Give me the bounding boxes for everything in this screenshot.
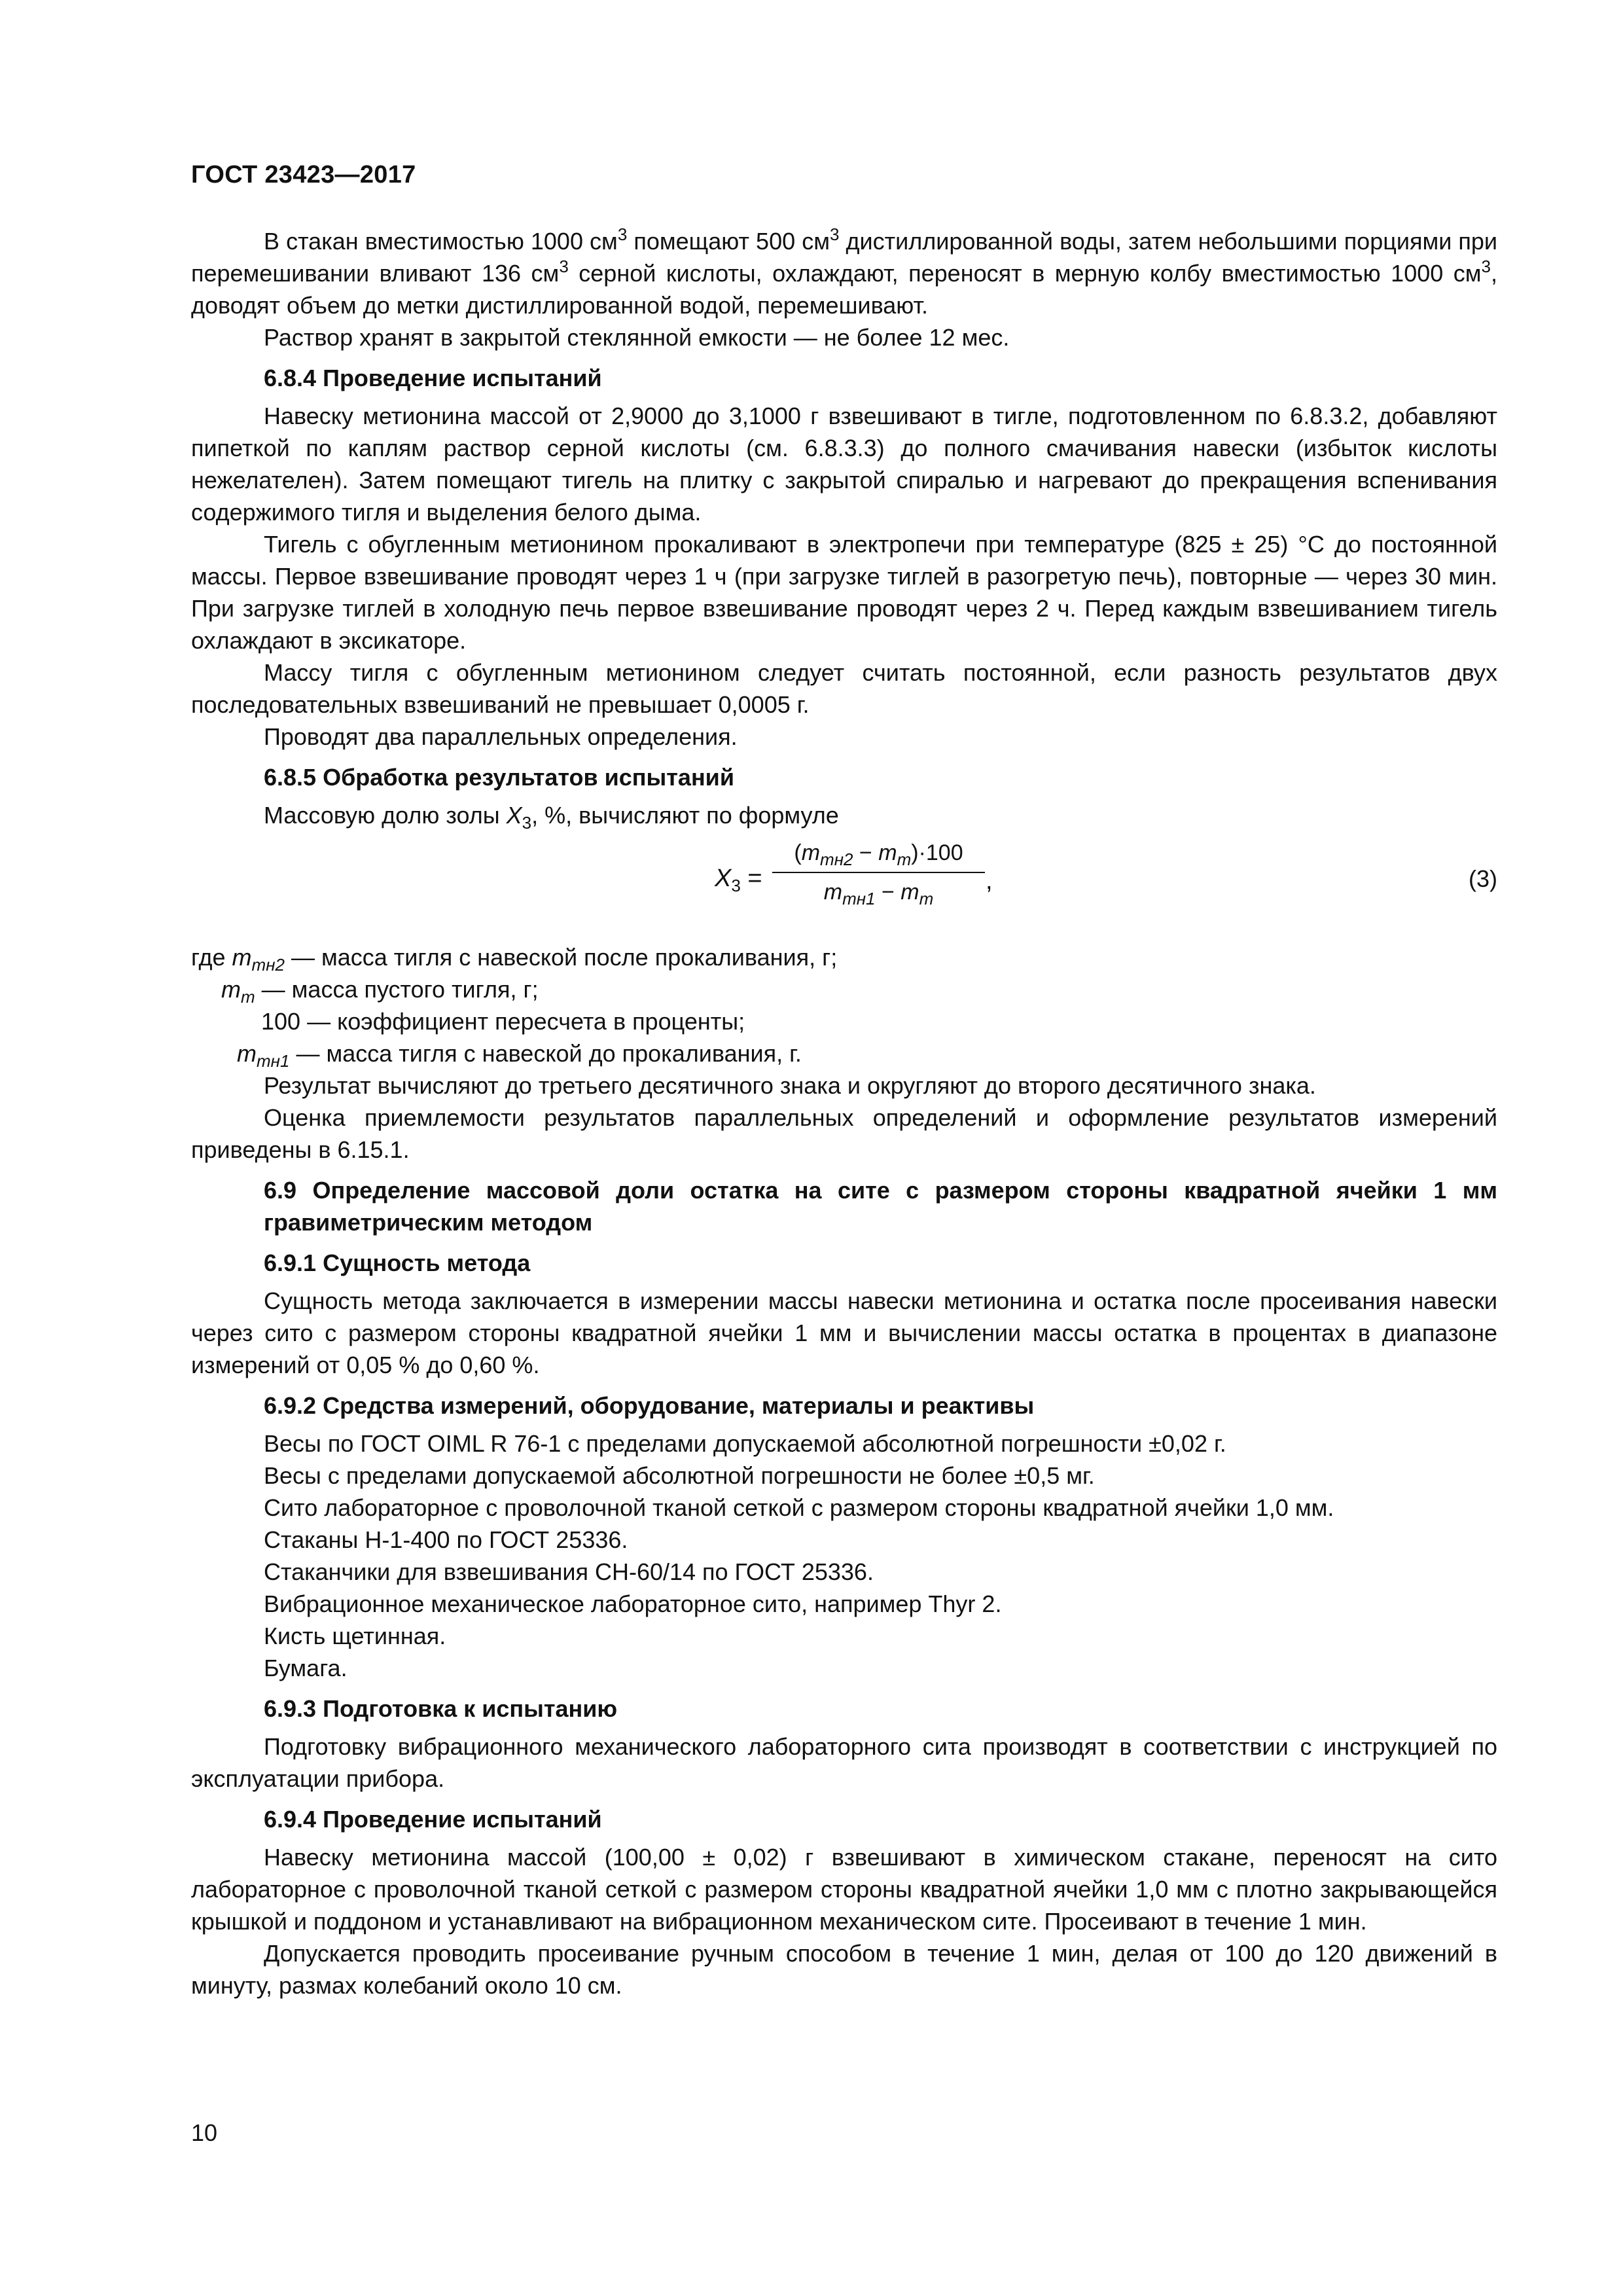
- paragraph-calcination: Тигель с обугленным метионином прокаливают в электропечи при температуре (825 ± 25) °С до постоянной массы. Первое взвешивание проводят через 1 ч (при загрузке тиглей в разогретую печь), повторные — через 30 мин. При загрузке тиглей в холодную печь первое взвешивание проводят через 2 ч. Перед каждым взвешиванием тигель охлаждают в эксикаторе.: [191, 531, 1497, 654]
- text-span: дистиллированной воды, затем небольшими порциями при перемешивании вливают 136 см: [191, 228, 1498, 287]
- list-item: Бумага.: [264, 1655, 348, 1681]
- formula-fraction: [772, 836, 985, 908]
- paragraph-parallel: Проводят два параллельных определения.: [264, 723, 738, 750]
- where-line-1: [191, 941, 1497, 973]
- formula-number: (3): [1469, 865, 1497, 892]
- variable-x: X: [715, 865, 732, 892]
- where-description: — коэффициент пересчета в проценты;: [300, 1008, 745, 1035]
- text-span: (: [794, 840, 802, 865]
- subscript: 3: [731, 876, 741, 895]
- where-line-2: [191, 973, 1497, 1005]
- paragraph-storage: Раствор хранят в закрытой стеклянной емкости — не более 12 мес.: [264, 324, 1010, 351]
- list-item: Кисть щетинная.: [264, 1623, 446, 1649]
- subscript: mн2: [251, 955, 285, 975]
- where-symbol: m: [232, 944, 252, 971]
- subscript: mн1: [257, 1051, 290, 1071]
- superscript: 3: [617, 224, 628, 244]
- formula-numerator: [772, 836, 985, 873]
- subscript: m: [897, 850, 912, 869]
- subscript: 3: [522, 813, 532, 833]
- section-heading-6-8-5: 6.8.5 Обработка результатов испытаний: [264, 764, 734, 791]
- superscript: 3: [829, 224, 840, 244]
- formula-denominator: [772, 876, 985, 908]
- minus-sign: −: [853, 840, 879, 865]
- paragraph-manual-sieving: Допускается проводить просеивание ручным способом в течение 1 мин, делая от 100 до 120 движений в минуту, размах колебаний около 10 см.: [191, 1940, 1497, 1999]
- where-line-4: [191, 1037, 1497, 1069]
- paragraph-acceptability: Оценка приемлемости результатов параллельных определений и оформление результатов измерений приведены в 6.15.1.: [191, 1104, 1497, 1163]
- variable-m: m: [901, 880, 919, 905]
- text-span: , %, вычисляют по формуле: [531, 802, 839, 829]
- section-heading-6-9: 6.9 Определение массовой доли остатка на сите с размером стороны квадратной ячейки 1 мм гравиметрическим методом: [264, 1177, 1497, 1236]
- text-span: серной кислоты, охлаждают, переносят в мерную колбу вместимостью 1000 см: [568, 260, 1482, 287]
- list-item: Сито лабораторное с проволочной тканой сеткой с размером стороны квадратной ячейки 1,0 мм.: [264, 1494, 1334, 1521]
- subscript: mн1: [842, 889, 876, 908]
- equals-sign: =: [740, 865, 762, 892]
- list-item: Весы с пределами допускаемой абсолютной погрешности не более ±0,5 мг.: [264, 1462, 1095, 1489]
- superscript: 3: [559, 257, 569, 276]
- variable-m: m: [823, 880, 843, 905]
- text-span: В стакан вместимостью 1000 см: [264, 228, 618, 255]
- subscript: mн2: [820, 850, 853, 869]
- paragraph-constant-mass: Массу тигля с обугленным метионином следует считать постоянной, если разность результатов двух последовательных взвешиваний не превышает 0,0005 г.: [191, 659, 1497, 718]
- text-span: , доводят объем до метки дистиллированной водой, перемешивают.: [191, 260, 1497, 319]
- subscript: m: [241, 987, 255, 1007]
- paragraph-sieving: Навеску метионина массой (100,00 ± 0,02) г взвешивают в химическом стакане, переносят на сито лабораторное с проволочной тканой сеткой с размером стороны квадратной ячейки 1,0 мм с плотно закрывающейся крышкой и поддоном и устанавливают на вибрационном механическом сите. Просеивают в течение 1 мин.: [191, 1844, 1497, 1935]
- list-item: Весы по ГОСТ OIML R 76-1 с пределами допускаемой абсолютной погрешности ±0,02 г.: [264, 1430, 1226, 1457]
- where-symbol: 100: [261, 1008, 301, 1035]
- where-symbol: m: [237, 1040, 257, 1067]
- where-description: — масса тигля с навеской до прокаливания, г.: [289, 1040, 802, 1067]
- page-number: 10: [191, 2119, 218, 2146]
- section-heading-6-9-2: 6.9.2 Средства измерений, оборудование, материалы и реактивы: [264, 1392, 1035, 1419]
- paragraph-method-essence: Сущность метода заключается в измерении массы навески метионина и остатка после просеивания навески через сито с размером стороны квадратной ячейки 1 мм и вычислении массы остатка в процентах в диапазоне измерений от 0,05 % до 0,60 %.: [191, 1287, 1497, 1378]
- where-line-3: [191, 1005, 1497, 1037]
- formula-3: [191, 836, 1497, 935]
- text-span: помещают 500 см: [627, 228, 830, 255]
- document-header: ГОСТ 23423—2017: [191, 161, 416, 188]
- superscript: 3: [1481, 257, 1491, 276]
- section-heading-6-9-3: 6.9.3 Подготовка к испытанию: [264, 1695, 618, 1722]
- paragraph-solution-prep: [191, 225, 1497, 321]
- paragraph-sample-weigh: Навеску метионина массой от 2,9000 до 3,1000 г взвешивают в тигле, подготовленном по 6.8.3.2, добавляют пипеткой по каплям раствор серной кислоты (см. 6.8.3.3) до полного смачивания навески (избыток кислоты нежелателен). Затем помещают тигель на плитку с закрытой спиралью и нагревают до прекращения вспенивания содержимого тигля и выделения белого дыма.: [191, 403, 1497, 526]
- list-item: Вибрационное механическое лабораторное сито, например Thyr 2.: [264, 1590, 1002, 1617]
- where-description: — масса пустого тигля, г;: [255, 976, 539, 1003]
- paragraph-formula-intro: [191, 799, 1497, 831]
- minus-sign: −: [875, 880, 901, 905]
- where-lead: где: [191, 944, 232, 971]
- variable-x: X: [506, 802, 522, 829]
- list-item: Стаканы Н-1-400 по ГОСТ 25336.: [264, 1526, 628, 1553]
- paragraph-rounding: Результат вычисляют до третьего десятичного знака и округляют до второго десятичного знака.: [264, 1072, 1316, 1099]
- text-span: )·100: [911, 840, 963, 865]
- variable-m: m: [801, 840, 821, 865]
- page-content: [191, 225, 1497, 2001]
- section-heading-6-8-4: 6.8.4 Проведение испытаний: [264, 365, 602, 391]
- list-item: Стаканчики для взвешивания СН-60/14 по ГОСТ 25336.: [264, 1558, 874, 1585]
- formula-lhs: [715, 863, 762, 895]
- formula-comma: ,: [986, 867, 993, 895]
- variable-m: m: [878, 840, 897, 865]
- subscript: m: [919, 889, 934, 908]
- paragraph-sieve-prep: Подготовку вибрационного механического лабораторного сита производят в соответствии с инструкцией по эксплуатации прибора.: [191, 1733, 1497, 1792]
- where-description: — масса тигля с навеской после прокаливания, г;: [284, 944, 838, 971]
- section-heading-6-9-1: 6.9.1 Сущность метода: [264, 1249, 531, 1276]
- text-span: Массовую долю золы: [264, 802, 507, 829]
- where-symbol: m: [221, 976, 241, 1003]
- section-heading-6-9-4: 6.9.4 Проведение испытаний: [264, 1806, 602, 1833]
